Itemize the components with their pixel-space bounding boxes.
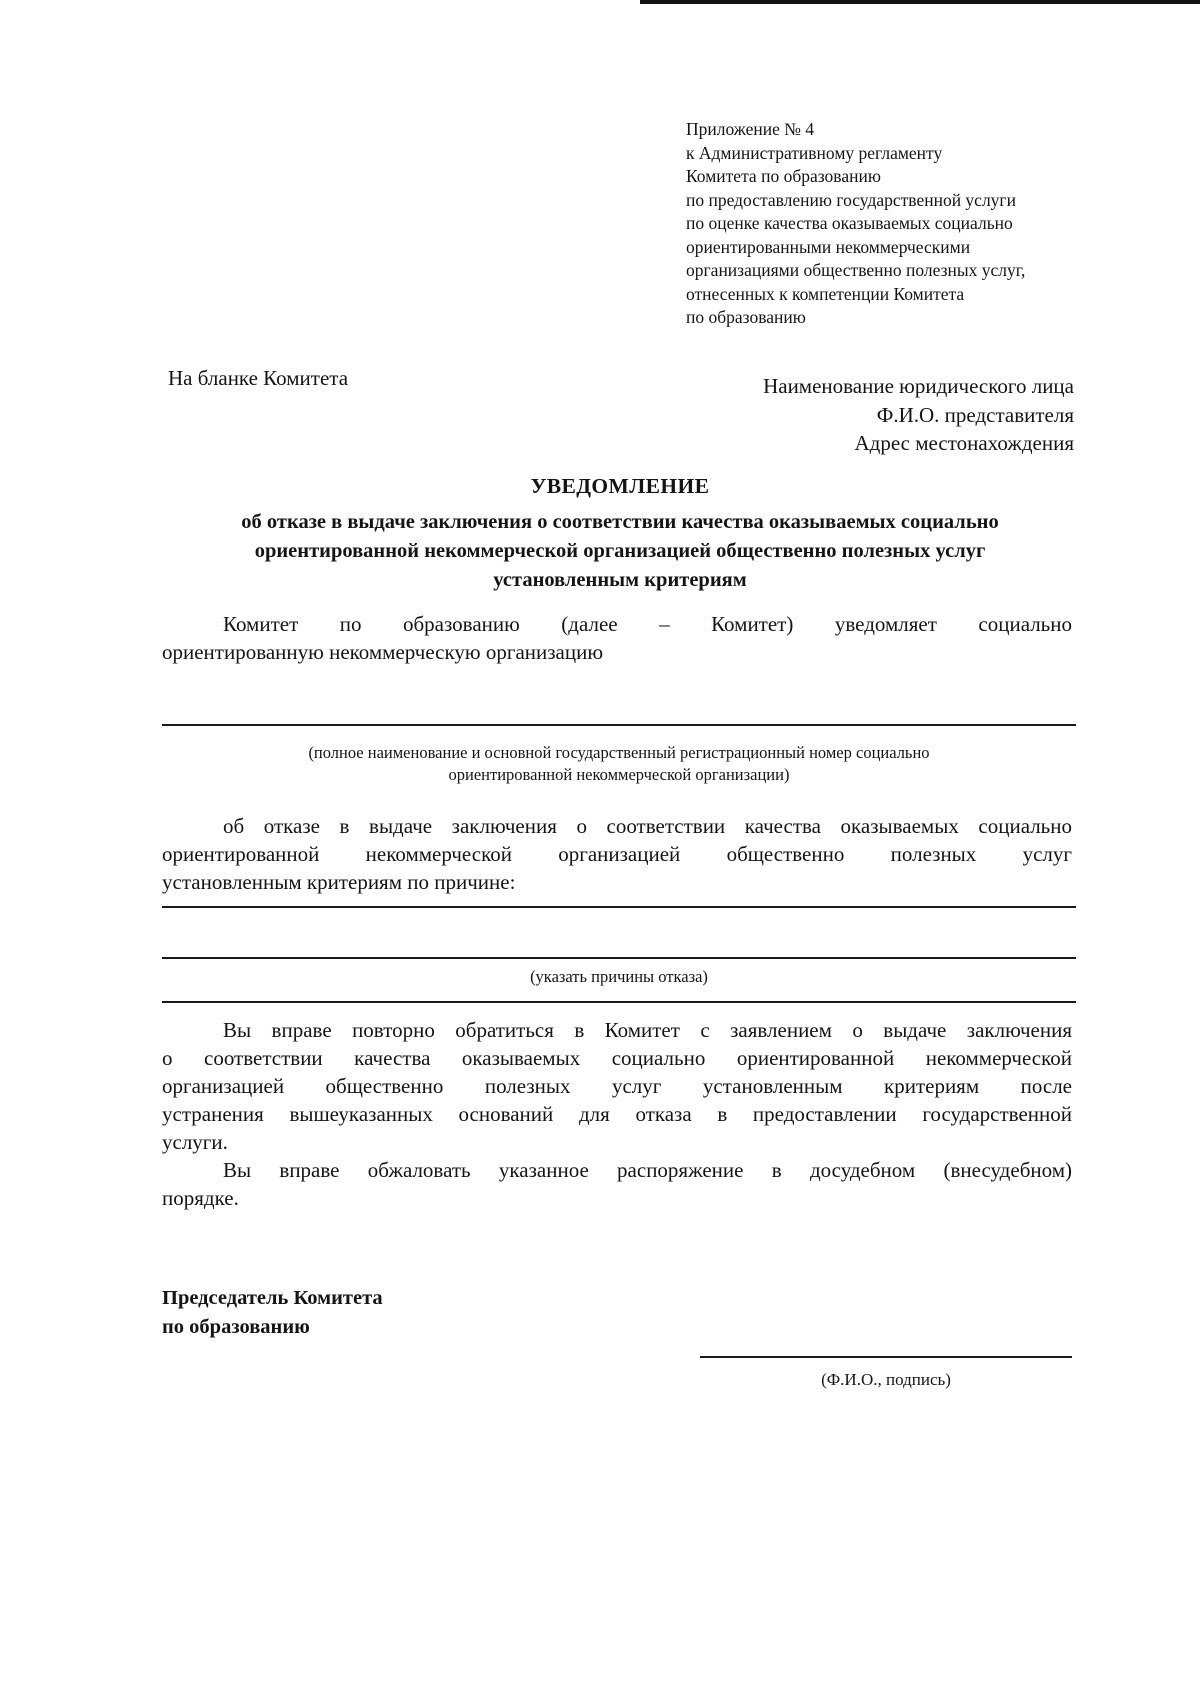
paragraph-line: ориентированную некоммерческую организацию <box>162 640 604 664</box>
appendix-line: по предоставлению государственной услуги <box>686 189 1016 210</box>
signature-caption: (Ф.И.О., подпись) <box>821 1370 951 1389</box>
caption-line: ориентированной некоммерческой организации) <box>448 765 790 784</box>
paragraph-line: о соответствии качества оказываемых социально ориентированной некоммерческой <box>162 1046 1072 1070</box>
caption-line: (указать причины отказа) <box>530 967 708 986</box>
appeal-paragraph <box>162 1156 1072 1212</box>
appendix-line: Приложение № 4 <box>686 119 815 139</box>
subtitle-line: установленным критериям <box>493 569 747 591</box>
recipient-block <box>763 372 1074 458</box>
signer-line: Председатель Комитета <box>162 1287 383 1309</box>
paragraph-line: ориентированной некоммерческой организацией общественно полезных услуг <box>162 842 1072 866</box>
document-subtitle <box>160 508 1080 595</box>
paragraph-line: услуги. <box>162 1130 228 1154</box>
signature-line <box>700 1356 1072 1358</box>
refusal-paragraph <box>162 812 1072 896</box>
appendix-block <box>686 118 1106 330</box>
recipient-line: Адрес местонахождения <box>854 431 1074 455</box>
appendix-line: по образованию <box>686 307 806 327</box>
paragraph-line: Вы вправе обжаловать указанное распоряжение в досудебном (внесудебном) <box>223 1158 1072 1182</box>
reason-blank-line <box>162 957 1076 959</box>
document-title: УВЕДОМЛЕНИЕ <box>530 474 710 498</box>
subtitle-line: об отказе в выдаче заключения о соответствии качества оказываемых социально <box>241 511 999 533</box>
appendix-line: к Административному регламенту <box>686 142 943 163</box>
appendix-line: организациями общественно полезных услуг, <box>686 260 1026 280</box>
paragraph-line: организацией общественно полезных услуг установленным критериям после <box>162 1074 1072 1098</box>
letterhead-note: На бланке Комитета <box>168 366 349 390</box>
reason-caption <box>162 966 1076 988</box>
paragraph-line: порядке. <box>162 1186 239 1210</box>
reason-blank-line <box>162 1001 1076 1003</box>
caption-line: (полное наименование и основной государственный регистрационный номер социально <box>308 743 930 762</box>
paragraph-line: устранения вышеуказанных оснований для отказа в предоставлении государственной <box>162 1102 1072 1126</box>
appendix-line: отнесенных к компетенции Комитета <box>686 283 965 304</box>
signer-line: по образованию <box>162 1316 310 1338</box>
paragraph-line: Комитет по образованию (далее – Комитет) уведомляет социально <box>223 612 1072 636</box>
appendix-line: ориентированными некоммерческими <box>686 236 971 257</box>
paragraph-line: Вы вправе повторно обратиться в Комитет с заявлением о выдаче заключения <box>223 1018 1072 1042</box>
recipient-line: Наименование юридического лица <box>763 374 1074 398</box>
org-name-caption <box>162 742 1076 786</box>
subtitle-line: ориентированной некоммерческой организацией общественно полезных услуг <box>254 540 986 562</box>
org-name-blank-line <box>162 724 1076 726</box>
paragraph-line: установленным критериям по причине: <box>162 870 516 894</box>
appendix-line: по оценке качества оказываемых социально <box>686 213 1013 233</box>
appendix-line: Комитета по образованию <box>686 166 881 186</box>
recipient-line: Ф.И.О. представителя <box>876 402 1074 427</box>
intro-paragraph <box>162 610 1072 666</box>
scan-edge-rule <box>640 0 1200 4</box>
reapply-paragraph <box>162 1016 1072 1156</box>
signer-title <box>162 1284 383 1342</box>
reason-blank-line <box>162 906 1076 908</box>
paragraph-line: об отказе в выдаче заключения о соответствии качества оказываемых социально <box>223 814 1072 838</box>
